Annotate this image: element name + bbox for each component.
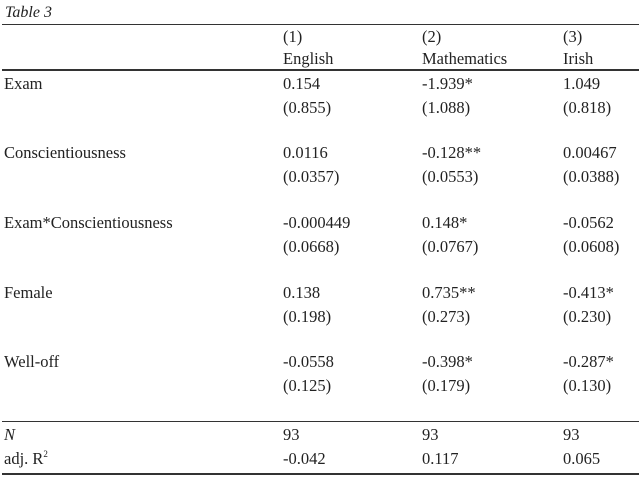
se-irish-well-off: (0.130)	[563, 376, 612, 395]
coef-irish-well-off: -0.287*	[563, 352, 614, 371]
coef-irish-female: -0.413*	[563, 283, 614, 302]
se-mathematics-conscientiousness: (0.0553)	[422, 167, 479, 186]
row-label-conscientiousness: Conscientiousness	[4, 143, 126, 162]
header-rule	[2, 69, 639, 71]
column-header-english: English	[283, 49, 334, 68]
stat-r2-irish: 0.065	[563, 449, 601, 468]
stat-label-n: N	[4, 425, 16, 444]
coef-mathematics-well-off: -0.398*	[422, 352, 473, 371]
se-english-conscientiousness: (0.0357)	[283, 167, 340, 186]
column-number-english: (1)	[283, 27, 303, 46]
se-mathematics-female: (0.273)	[422, 307, 471, 326]
row-label-female: Female	[4, 283, 53, 302]
coef-english-exam-x-conscientiousness: -0.000449	[283, 213, 351, 232]
coef-english-well-off: -0.0558	[283, 352, 334, 371]
bottom-rule	[2, 473, 639, 475]
coef-irish-exam-x-conscientiousness: -0.0562	[563, 213, 614, 232]
coef-mathematics-exam-x-conscientiousness: 0.148*	[422, 213, 468, 232]
se-mathematics-exam: (1.088)	[422, 98, 471, 117]
se-irish-female: (0.230)	[563, 307, 612, 326]
se-english-female: (0.198)	[283, 307, 332, 326]
column-header-irish: Irish	[563, 49, 594, 68]
se-english-exam-x-conscientiousness: (0.0668)	[283, 237, 340, 256]
se-mathematics-exam-x-conscientiousness: (0.0767)	[422, 237, 479, 256]
se-english-well-off: (0.125)	[283, 376, 332, 395]
coef-mathematics-female: 0.735**	[422, 283, 476, 302]
stat-label-adj-r: adj. R	[4, 449, 44, 468]
stat-n-english: 93	[283, 425, 300, 444]
column-header-mathematics: Mathematics	[422, 49, 508, 68]
coef-english-female: 0.138	[283, 283, 321, 302]
top-rule	[2, 24, 639, 25]
column-number-mathematics: (2)	[422, 27, 442, 46]
table-caption: Table 3	[5, 4, 52, 21]
stat-n-mathematics: 93	[422, 425, 439, 444]
stat-label-adj-r2	[4, 447, 48, 471]
stat-r2-english: -0.042	[283, 449, 326, 468]
se-irish-exam-x-conscientiousness: (0.0608)	[563, 237, 620, 256]
coef-english-conscientiousness: 0.0116	[283, 143, 328, 162]
stat-n-irish: 93	[563, 425, 580, 444]
se-irish-exam: (0.818)	[563, 98, 612, 117]
stats-rule	[2, 421, 639, 422]
column-number-irish: (3)	[563, 27, 583, 46]
row-label-exam: Exam	[4, 74, 43, 93]
row-label-well-off: Well-off	[4, 352, 60, 371]
coef-english-exam: 0.154	[283, 74, 321, 93]
stat-r2-mathematics: 0.117	[422, 449, 459, 468]
coef-irish-exam: 1.049	[563, 74, 601, 93]
coef-mathematics-exam: -1.939*	[422, 74, 473, 93]
se-irish-conscientiousness: (0.0388)	[563, 167, 620, 186]
coef-mathematics-conscientiousness: -0.128**	[422, 143, 482, 162]
stat-label-r-superscript: 2	[43, 449, 48, 459]
row-label-exam-x-conscientiousness: Exam*Conscientiousness	[4, 213, 173, 232]
se-english-exam: (0.855)	[283, 98, 332, 117]
coef-irish-conscientiousness: 0.00467	[563, 143, 617, 162]
se-mathematics-well-off: (0.179)	[422, 376, 471, 395]
